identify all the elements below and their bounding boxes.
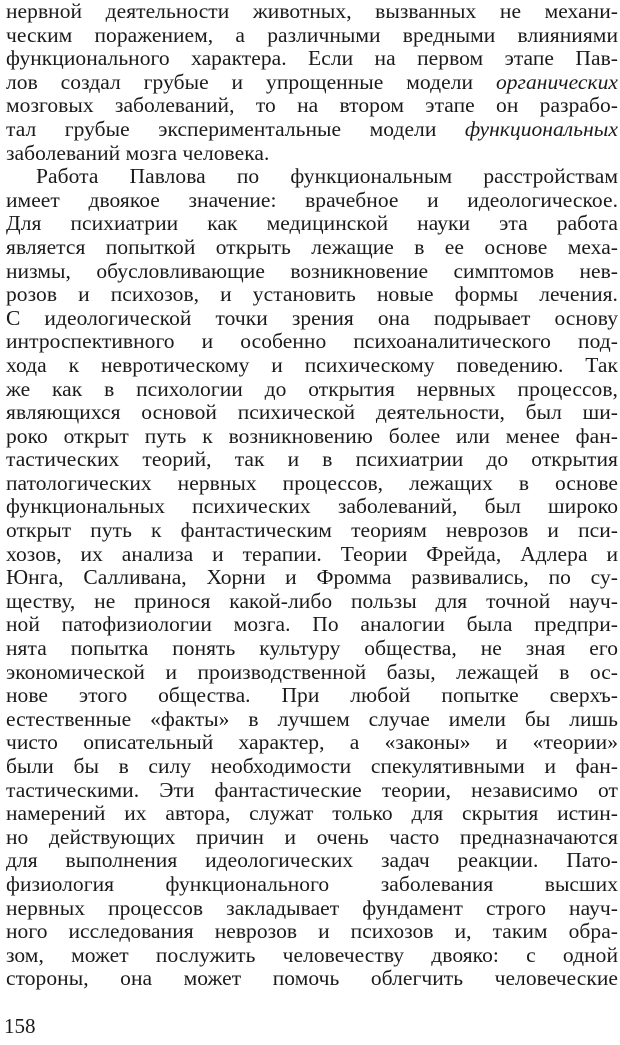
text-line: хода к невротическому и психическому поведению. Так xyxy=(6,352,618,377)
paragraph-2 xyxy=(6,165,618,991)
text-line: стороны, она может помочь облегчить человеческие xyxy=(6,966,618,991)
text-line: С идеологической точки зрения она подрывает основу xyxy=(6,305,618,330)
text-segment: тал грубые экспериментальные модели xyxy=(6,116,465,141)
text-line: мозговых заболеваний, то на втором этапе он разрабо- xyxy=(6,93,618,118)
text-line: тастическими. Эти фантастические теории, независимо от xyxy=(6,777,618,802)
text-line: открыт путь к фантастическим теориям неврозов и пси- xyxy=(6,518,618,543)
text-line: являющихся основой психической деятельности, был ши- xyxy=(6,400,618,425)
text-line: функциональных психических заболеваний, был широко xyxy=(6,494,618,519)
text-line: нове этого общества. При любой попытке сверхъ- xyxy=(6,683,618,708)
text-line: розов и психозов, и установить новые формы лечения. xyxy=(6,282,618,307)
text-line: функционального характера. Если на первом этапе Пав- xyxy=(6,46,618,71)
text-line: естественные «факты» в лучшем случае имели бы лишь xyxy=(6,706,618,731)
text-line: экономической и производственной базы, лежащей в ос- xyxy=(6,659,618,684)
text-line: были бы в силу необходимости спекулятивными и фан- xyxy=(6,754,618,778)
paragraph-1 xyxy=(6,0,618,165)
text-line: нервной деятельности животных, вызванных не механи- xyxy=(6,0,618,23)
text-line: зом, может послужить человечеству двояко: с одной xyxy=(6,942,618,967)
text-segment: лов создал грубые и упрощенные модели xyxy=(6,69,496,94)
text-line xyxy=(6,118,618,142)
text-line: Для психиатрии как медицинской науки эта работа xyxy=(6,211,618,236)
book-page xyxy=(6,0,618,991)
text-line: Юнга, Салливана, Хорни и Фромма развивались, по су- xyxy=(6,565,618,590)
text-line: интроспективного и особенно психоаналитического под- xyxy=(6,329,618,354)
text-line: ного исследования неврозов и психозов и, таким обра- xyxy=(6,919,618,944)
text-line: низмы, обусловливающие возникновение симптомов нев- xyxy=(6,258,618,283)
text-line: чисто описательный характер, а «законы» и «теории» xyxy=(6,730,618,755)
text-line: но действующих причин и очень часто предназначаются xyxy=(6,824,618,849)
text-line: физиология функционального заболевания высших xyxy=(6,871,618,896)
text-line: является попыткой открыть лежащие в ее основе меха- xyxy=(6,234,618,259)
text-line: заболеваний мозга человека. xyxy=(6,140,270,165)
text-line: ществу, не принося какой-либо пользы для точной науч- xyxy=(6,588,618,613)
text-line: для выполнения идеологических задач реакции. Пато- xyxy=(6,848,618,873)
text-line: ной патофизиологии мозга. По аналогии была предпри- xyxy=(6,612,618,637)
italic-term: функциональных xyxy=(464,116,618,141)
text-line: Работа Павлова по функциональным расстройствам xyxy=(36,164,618,189)
text-line: имеет двоякое значение: врачебное и идеологическое. xyxy=(6,187,618,212)
page-number: 158 xyxy=(4,1014,36,1038)
text-line: нята попытка понять культуру общества, не зная его xyxy=(6,636,618,661)
text-line: патологических нервных процессов, лежащих в основе xyxy=(6,470,618,495)
text-line: нервных процессов закладывает фундамент строго науч- xyxy=(6,895,618,920)
text-line xyxy=(6,71,618,95)
text-line: хозов, их анализа и терапии. Теории Фрейда, Адлера и xyxy=(6,541,618,566)
italic-term: органических xyxy=(495,69,618,94)
text-line: тастических теорий, так и в психиатрии до открытия xyxy=(6,447,618,472)
text-line: намерений их автора, служат только для скрытия истин- xyxy=(6,801,618,826)
text-line: роко открыт путь к возникновению более или менее фан- xyxy=(6,423,618,448)
text-line: ческим поражением, а различными вредными влияниями xyxy=(6,22,618,47)
text-line: же как в психологии до открытия нервных процессов, xyxy=(6,376,618,401)
